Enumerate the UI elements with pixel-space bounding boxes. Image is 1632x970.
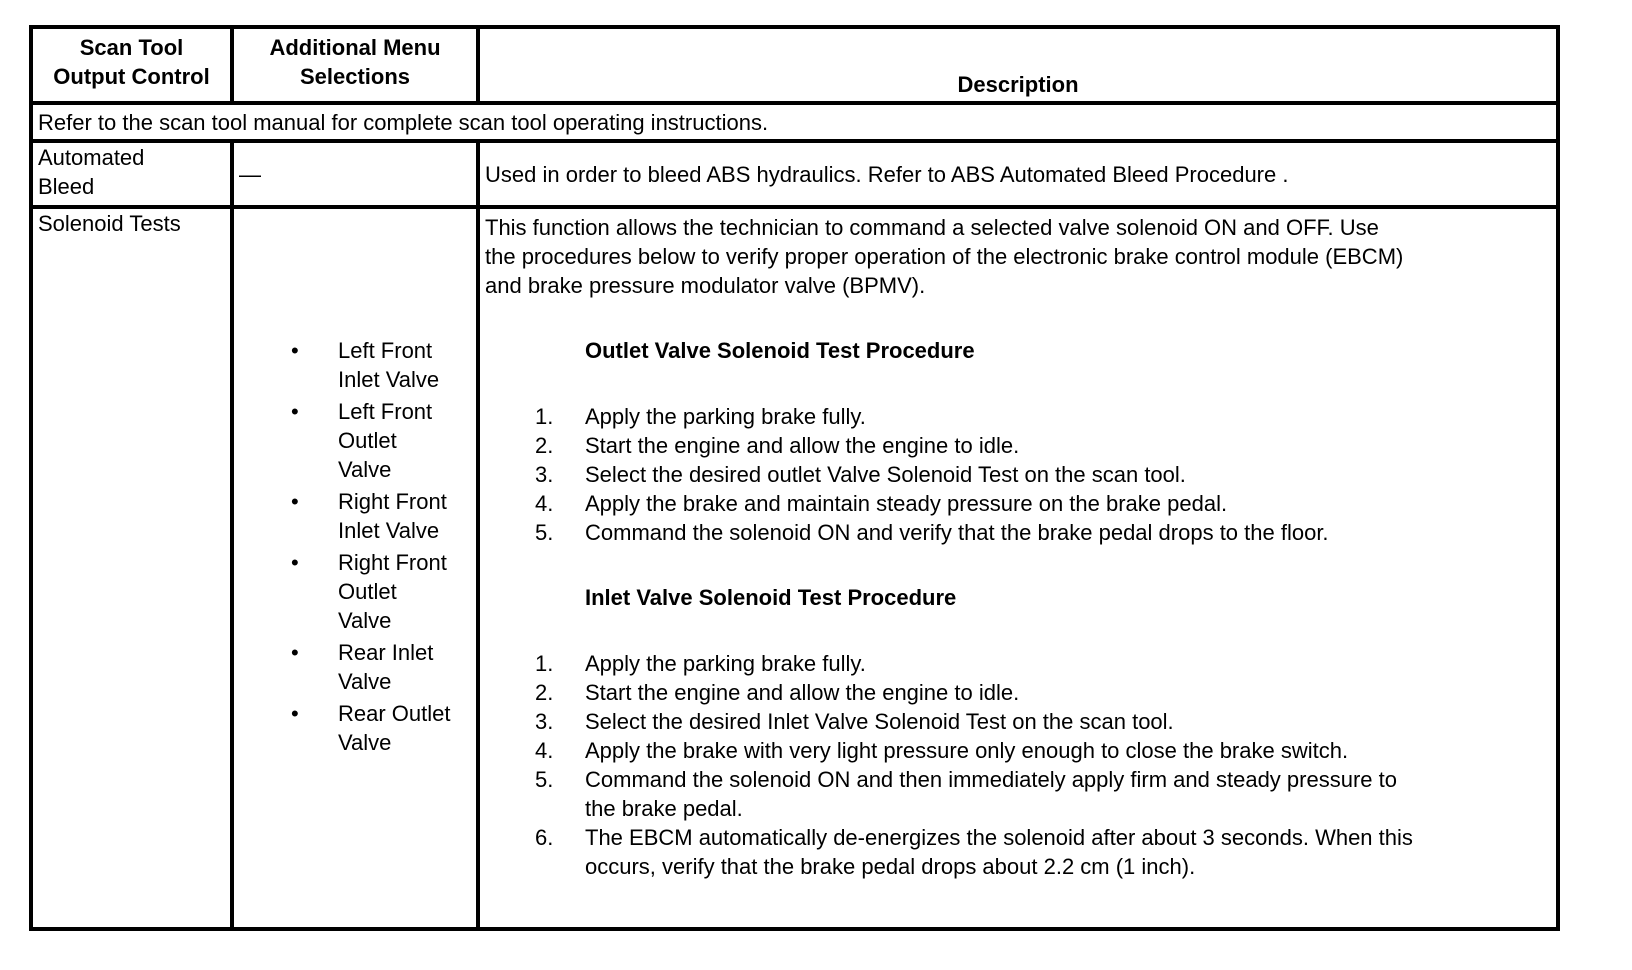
list-item bbox=[239, 548, 471, 635]
solenoid-intro bbox=[485, 213, 1551, 300]
intro-line: and brake pressure modulator valve (BPMV). bbox=[485, 273, 926, 298]
header-description: Description bbox=[478, 27, 1558, 103]
step-line: The EBCM automatically de-energizes the solenoid after about 3 seconds. When this bbox=[585, 825, 1413, 850]
automated-bleed-description: Used in order to bleed ABS hydraulics. Refer to ABS Automated Bleed Procedure . bbox=[478, 141, 1558, 207]
bullet-icon: • bbox=[291, 550, 299, 575]
header-line: Output Control bbox=[53, 64, 210, 89]
refer-note-row bbox=[31, 103, 1558, 141]
bullet-icon: • bbox=[291, 640, 299, 665]
name-line: Automated bbox=[38, 145, 145, 170]
header-scan-tool-output-control bbox=[31, 27, 232, 103]
step-number: 6. bbox=[535, 825, 554, 850]
list-item bbox=[485, 649, 1551, 678]
step-line: Apply the parking brake fully. bbox=[585, 651, 866, 676]
step-number: 3. bbox=[535, 462, 554, 487]
list-item bbox=[485, 765, 1551, 823]
solenoid-tests-name: Solenoid Tests bbox=[31, 207, 232, 929]
list-item bbox=[239, 487, 471, 545]
header-line: Selections bbox=[299, 64, 411, 89]
selection-line: Valve bbox=[338, 730, 392, 755]
step-number: 2. bbox=[535, 433, 554, 458]
selection-line: Right Front bbox=[338, 489, 447, 514]
list-item bbox=[239, 638, 471, 696]
step-number: 5. bbox=[535, 520, 554, 545]
selection-line: Valve bbox=[338, 669, 392, 694]
step-line: Apply the brake with very light pressure only enough to close the brake switch. bbox=[585, 738, 1349, 763]
list-item bbox=[485, 678, 1551, 707]
step-number: 1. bbox=[535, 404, 554, 429]
step-line: Start the engine and allow the engine to idle. bbox=[585, 433, 1020, 458]
list-item bbox=[485, 431, 1551, 460]
selection-line: Left Front bbox=[338, 399, 433, 424]
solenoid-description-cell bbox=[478, 207, 1558, 929]
step-line: occurs, verify that the brake pedal drops about 2.2 cm (1 inch). bbox=[585, 854, 1196, 879]
step-line: the brake pedal. bbox=[585, 796, 743, 821]
selection-line: Rear Outlet bbox=[338, 701, 451, 726]
selection-line: Right Front bbox=[338, 550, 447, 575]
bullet-icon: • bbox=[291, 489, 299, 514]
step-number: 1. bbox=[535, 651, 554, 676]
selection-line: Left Front bbox=[338, 338, 433, 363]
refer-note: Refer to the scan tool manual for complete scan tool operating instructions. bbox=[31, 103, 1558, 141]
inlet-steps bbox=[485, 649, 1551, 881]
list-item bbox=[485, 736, 1551, 765]
list-item bbox=[485, 402, 1551, 431]
list-item bbox=[485, 460, 1551, 489]
selection-line: Inlet Valve bbox=[338, 518, 440, 543]
list-item bbox=[485, 823, 1551, 881]
selection-line: Valve bbox=[338, 457, 392, 482]
bullet-icon: • bbox=[291, 399, 299, 424]
header-additional-menu-selections bbox=[232, 27, 478, 103]
header-line: Scan Tool bbox=[79, 35, 184, 60]
automated-bleed-selection: — bbox=[232, 141, 478, 207]
outlet-steps bbox=[485, 402, 1551, 547]
step-line: Start the engine and allow the engine to idle. bbox=[585, 680, 1020, 705]
step-number: 2. bbox=[535, 680, 554, 705]
list-item bbox=[485, 518, 1551, 547]
step-number: 3. bbox=[535, 709, 554, 734]
step-line: Command the solenoid ON and then immediately apply firm and steady pressure to bbox=[585, 767, 1397, 792]
list-item bbox=[239, 397, 471, 484]
step-number: 4. bbox=[535, 738, 554, 763]
solenoid-selections-cell bbox=[232, 207, 478, 929]
automated-bleed-name bbox=[31, 141, 232, 207]
selection-line: Outlet bbox=[338, 579, 397, 604]
step-line: Apply the brake and maintain steady pressure on the brake pedal. bbox=[585, 491, 1228, 516]
selection-line: Valve bbox=[338, 608, 392, 633]
solenoid-selection-list bbox=[239, 336, 471, 757]
bullet-icon: • bbox=[291, 338, 299, 363]
list-item bbox=[485, 707, 1551, 736]
step-line: Select the desired outlet Valve Solenoid Test on the scan tool. bbox=[585, 462, 1186, 487]
list-item bbox=[239, 699, 471, 757]
list-item bbox=[485, 489, 1551, 518]
bullet-icon: • bbox=[291, 701, 299, 726]
inlet-procedure-title: Inlet Valve Solenoid Test Procedure bbox=[585, 585, 957, 610]
step-line: Command the solenoid ON and verify that the brake pedal drops to the floor. bbox=[585, 520, 1329, 545]
automated-bleed-row bbox=[31, 141, 1558, 207]
solenoid-tests-row bbox=[31, 207, 1558, 929]
selection-line: Rear Inlet bbox=[338, 640, 434, 665]
scan-tool-output-control-table bbox=[29, 25, 1560, 931]
header-line: Additional Menu bbox=[269, 35, 441, 60]
header-row bbox=[31, 27, 1558, 103]
list-item bbox=[239, 336, 471, 394]
step-number: 4. bbox=[535, 491, 554, 516]
intro-line: the procedures below to verify proper operation of the electronic brake control module (EBCM) bbox=[485, 244, 1404, 269]
selection-line: Outlet bbox=[338, 428, 397, 453]
step-line: Apply the parking brake fully. bbox=[585, 404, 866, 429]
step-number: 5. bbox=[535, 767, 554, 792]
step-line: Select the desired Inlet Valve Solenoid Test on the scan tool. bbox=[585, 709, 1174, 734]
outlet-procedure-title: Outlet Valve Solenoid Test Procedure bbox=[585, 338, 975, 363]
name-line: Bleed bbox=[38, 174, 95, 199]
intro-line: This function allows the technician to command a selected valve solenoid ON and OFF. Use bbox=[485, 215, 1379, 240]
selection-line: Inlet Valve bbox=[338, 367, 440, 392]
